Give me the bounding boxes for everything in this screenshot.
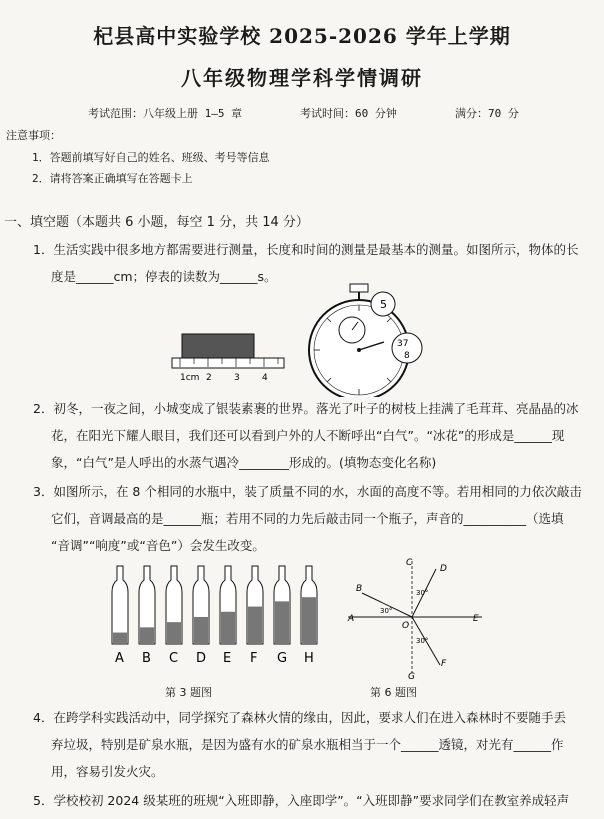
bottle [193, 566, 209, 666]
bottle-label: A [115, 651, 124, 666]
bottle-label: G [277, 651, 288, 666]
exam-title: 杞县高中实验学校 2025-2026 学年上学期 [93, 24, 511, 48]
angle-label: 30° [416, 589, 429, 597]
q1-line1: 1．生活实践中很多地方都需要进行测量，长度和时间的测量是最基本的测量。如图所示，物体的长 [33, 242, 579, 257]
q3-line2: 它们，音调最高的是______瓶；若用不同的力先后敲击同一个瓶子，声音的__________（选填 [51, 511, 564, 526]
section-title: 一、填空题（本题共 6 小题，每空 1 分，共 14 分） [4, 215, 309, 230]
stopwatch-button [350, 284, 368, 292]
q4-line2: 弃垃圾，特别是矿泉水瓶，是因为盛有水的矿泉水瓶相当于一个______透镜，对光有______作 [51, 737, 564, 752]
zoom-big-label: 37 [397, 339, 409, 349]
ruler-label: 2 [206, 373, 212, 383]
q3-line3: “音调”“响度”或“音色”）会发生改变。 [51, 538, 265, 553]
stopwatch-figure [300, 282, 425, 397]
bottles-figure [108, 562, 328, 672]
q5-line1: 5．学校校初 2024 级某班的班规“入班即静，入座即学”。“入班即静”要求同学们在教室养成轻声 [33, 793, 570, 808]
bottle-water [140, 627, 154, 644]
bottle-water [275, 601, 289, 644]
label-b: B [356, 584, 363, 594]
bottle [220, 566, 236, 666]
angle-label: 30° [416, 637, 429, 645]
ruler-label: 1cm [180, 373, 200, 383]
bottle [112, 566, 128, 666]
bottle-label: B [142, 651, 151, 666]
ruler-label: 3 [234, 373, 240, 383]
q2-line2: 花，在阳光下耀人眼目，我们还可以看到户外的人不断呼出“白气”。“冰花”的形成是______现 [51, 428, 565, 443]
label-o: O [402, 621, 410, 631]
question-3 [33, 478, 593, 559]
fig3-caption: 第 3 题图 [165, 686, 212, 699]
bottle-label: C [169, 651, 179, 666]
note-item: 2．请将答案正确填写在答题卡上 [32, 172, 193, 185]
bottle-label: D [196, 651, 207, 666]
question-5 [33, 787, 593, 814]
label-e: E [473, 614, 479, 624]
bottle-water [167, 622, 181, 644]
bottle-label: H [304, 651, 314, 666]
question-2 [33, 395, 593, 476]
bottle [274, 566, 290, 666]
note-item: 1．答题前填写好自己的姓名、班级、考号等信息 [32, 151, 270, 164]
q3-line1: 3．如图所示，在 8 个相同的水瓶中，装了质量不同的水，水面的高度不等。若用相同的力依次敲击 [33, 484, 582, 499]
label-g: G [408, 672, 415, 680]
optics-figure [340, 555, 490, 680]
bottle-label: E [223, 651, 232, 666]
exam-scope: 考试范围：八年级上册 1—5 章 [88, 107, 243, 120]
bottle [301, 566, 317, 666]
exam-score: 满分：70 分 [455, 107, 519, 120]
ruler-label: 4 [262, 373, 268, 383]
q4-line1: 4．在跨学科实践活动中，同学探究了森林火情的缘由，因此，要求人们在进入森林时不要随手丢 [33, 710, 566, 725]
label-d: D [440, 564, 447, 574]
q1-line2: 度是______cm；停表的读数为______s。 [51, 269, 277, 284]
fig6-caption: 第 6 题图 [370, 686, 417, 699]
q2-line1: 2．初冬，一夜之间，小城变成了银装素裹的世界。落光了叶子的树枝上挂满了毛茸茸、亮晶晶的冰 [33, 401, 579, 416]
exam-time: 考试时间：60 分钟 [300, 107, 397, 120]
ruler-figure [170, 330, 290, 385]
exam-subtitle: 八年级物理学科学情调研 [181, 66, 423, 90]
bottle [247, 566, 263, 666]
zoom-big-label: 8 [404, 351, 410, 361]
q2-line3: 象，“白气”是人呼出的水蒸气遇冷________形成的。(填物态变化名称) [51, 455, 437, 470]
ruler-body [172, 358, 284, 368]
q4-line3: 用，容易引发火灾。 [51, 764, 164, 779]
label-a: A [348, 614, 355, 624]
bottle-water [221, 612, 235, 644]
label-f: F [441, 659, 447, 669]
label-c: C [406, 558, 413, 568]
bottle-water [248, 607, 262, 644]
measured-block [182, 334, 254, 358]
question-4 [33, 704, 593, 785]
angle-label: 30° [380, 607, 393, 615]
bottle-water [113, 633, 127, 644]
bottle [139, 566, 155, 666]
bottle [166, 566, 182, 666]
bottle-water [302, 597, 316, 644]
zoom-small-label: 5 [380, 298, 387, 311]
bottle-label: F [250, 651, 258, 666]
bottle-water [194, 617, 208, 644]
notes-heading: 注意事项： [6, 129, 61, 142]
